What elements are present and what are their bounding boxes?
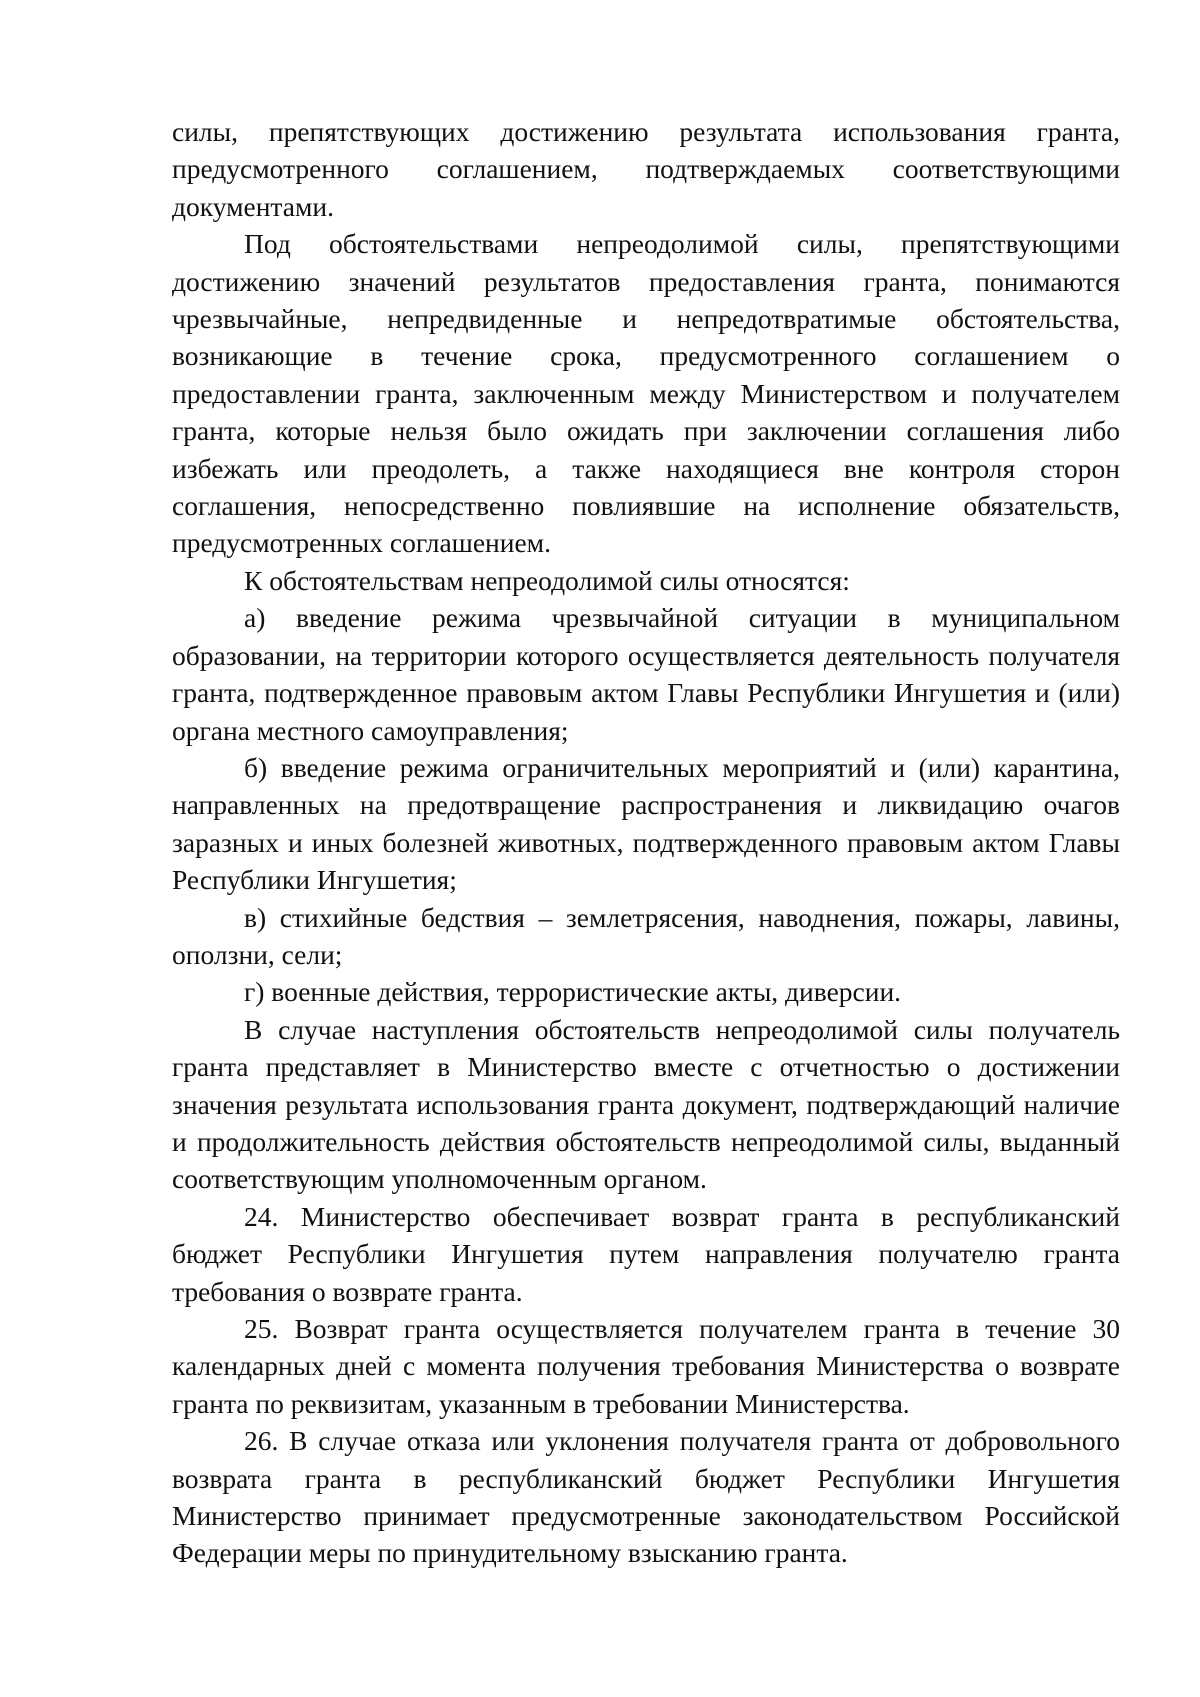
document-page [172,113,1120,1572]
clause-25: 25. Возврат гранта осуществляется получателем гранта в течение 30 календарных дней с момента получения требования Министерства о возврате гранта по реквизитам, указанным в требовании Министерства. [172,1313,1120,1419]
paragraph-force-majeure-list-intro: К обстоятельствам непреодолимой силы относятся: [244,564,850,596]
paragraph-force-majeure-definition: Под обстоятельствами непреодолимой силы, препятствующими достижению значений результатов предоставления гранта, понимаются чрезвычайные, непредвиденные и непредотвратимые обстоятельства, возникающие в течение срока, предусмотренного соглашением о предоставлении гранта, заключенным между Министерством и получателем гранта, которые нельзя было ожидать при заключении соглашения либо избежать или преодолеть, а также находящиеся вне контроля сторон соглашения, непосредственно повлиявшие на исполнение обязательств, предусмотренных соглашением. [172,228,1120,559]
paragraph-reporting: В случае наступления обстоятельств непреодолимой силы получатель гранта представляет в Министерство вместе с отчетностью о достижении значения результата использования гранта документ, подтверждающий наличие и продолжительность действия обстоятельств непреодолимой силы, выданный соответствующим уполномоченным органом. [172,1013,1120,1195]
clause-24: 24. Министерство обеспечивает возврат гранта в республиканский бюджет Республики Ингушетия путем направления получателю гранта требования о возврате гранта. [172,1200,1120,1307]
paragraph-continuation: силы, препятствующих достижению результата использования гранта, предусмотренного соглашением, подтверждаемых соответствующими документами. [172,116,1120,222]
list-item-a: а) введение режима чрезвычайной ситуации в муниципальном образовании, на территории которого осуществляется деятельность получателя гранта, подтвержденное правовым актом Главы Республики Ингушетия и (или) органа местного самоуправления; [172,602,1120,746]
clause-26: 26. В случае отказа или уклонения получателя гранта от добровольного возврата гранта в республиканский бюджет Республики Ингушетия Министерство принимает предусмотренные законодательством Российской Федерации меры по принудительному взысканию гранта. [172,1425,1120,1569]
list-item-g: г) военные действия, террористические акты, диверсии. [244,976,902,1008]
list-item-b: б) введение режима ограничительных мероприятий и (или) карантина, направленных на предотвращение распространения и ликвидацию очагов заразных и иных болезней животных, подтвержденного правовым актом Главы Республики Ингушетия; [172,751,1120,896]
list-item-v: в) стихийные бедствия – землетрясения, наводнения, пожары, лавины, оползни, сели; [172,901,1120,970]
